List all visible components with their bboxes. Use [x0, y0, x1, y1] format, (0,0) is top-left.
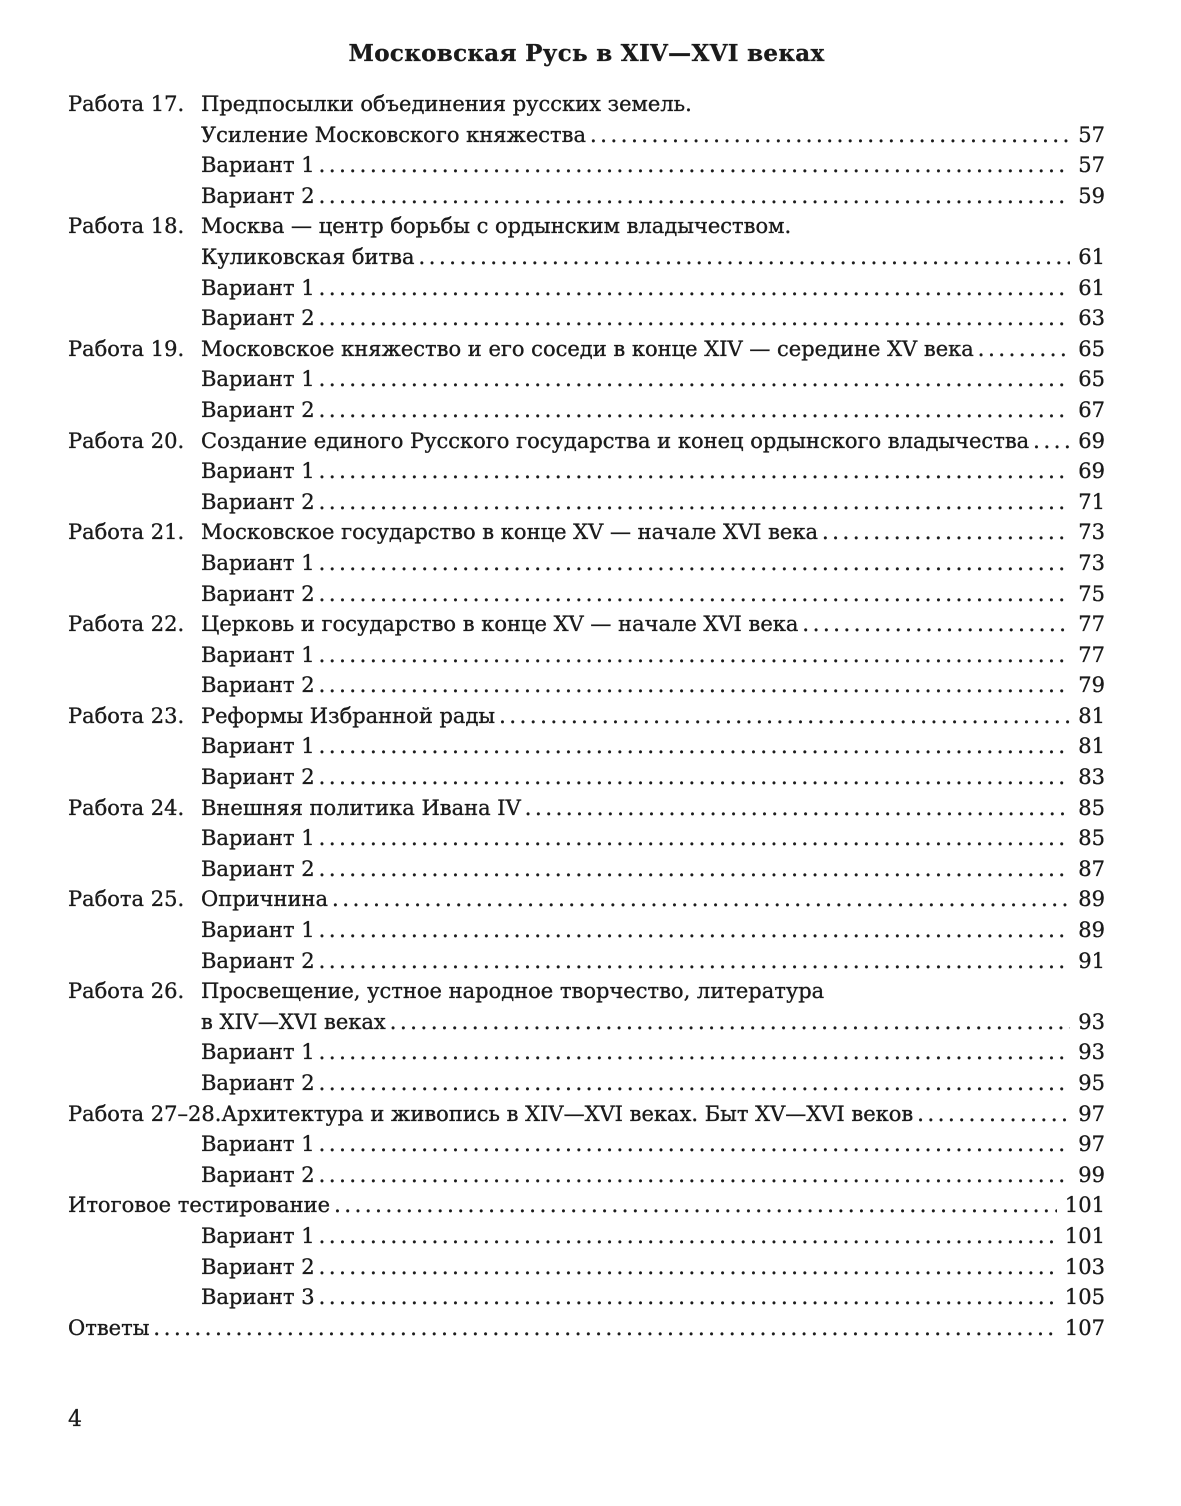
toc-entry-title: в XIV—XVI веках — [201, 1009, 386, 1034]
dot-leader — [319, 762, 1071, 793]
dot-leader — [319, 731, 1071, 762]
toc-entry-page: 91 — [1078, 948, 1105, 973]
toc-entry-page: 99 — [1078, 1162, 1105, 1187]
toc-entry-page: 81 — [1078, 734, 1105, 759]
toc-entry-title: Вариант 2 — [201, 673, 315, 698]
toc-entry-page: 81 — [1078, 703, 1105, 728]
toc-entry — [68, 89, 1105, 120]
toc-entry — [68, 1282, 1105, 1313]
toc-entry-page: 67 — [1078, 397, 1105, 422]
toc-entry-page: 65 — [1078, 336, 1105, 361]
toc-entry — [68, 181, 1105, 212]
dot-leader — [917, 1099, 1070, 1130]
dot-leader — [319, 1252, 1057, 1283]
toc-entry-label: Работа 19. — [68, 336, 185, 361]
toc-entry-title: Просвещение, устное народное творчество, литература — [201, 979, 825, 1004]
toc-entry — [68, 762, 1105, 793]
toc-entry — [68, 731, 1105, 762]
toc-entry-title: Усиление Московского княжества — [201, 122, 586, 147]
dot-leader — [319, 395, 1071, 426]
toc-entry-page: 69 — [1078, 459, 1105, 484]
toc-entry-title: Вариант 1 — [201, 275, 315, 300]
dot-leader — [319, 1068, 1071, 1099]
dot-leader — [319, 1129, 1071, 1160]
toc-entry-page: 83 — [1078, 765, 1105, 790]
toc-entry — [68, 1037, 1105, 1068]
toc-entry-title: Вариант 1 — [201, 1223, 315, 1248]
toc-entry-label: Работа 24. — [68, 795, 185, 820]
toc-entry — [68, 1313, 1105, 1344]
toc-entry-page: 61 — [1078, 244, 1105, 269]
toc-entry-page: 93 — [1078, 1009, 1105, 1034]
toc-entry — [68, 1190, 1105, 1221]
dot-leader — [319, 487, 1071, 518]
toc-entry-title: Вариант 1 — [201, 918, 315, 943]
dot-leader — [319, 548, 1071, 579]
dot-leader — [822, 517, 1070, 548]
toc-entry-page: 69 — [1078, 428, 1105, 453]
toc-entry-label: Работа 20. — [68, 428, 185, 453]
toc-entry-title: Создание единого Русского государства и конец ордынского владычества — [201, 428, 1030, 453]
toc-entry-page: 65 — [1078, 367, 1105, 392]
toc-entry-page: 71 — [1078, 489, 1105, 514]
toc-entry-label: Работа 17. — [68, 92, 185, 116]
toc-list — [68, 89, 1105, 1343]
toc-entry-title: Вариант 2 — [201, 1162, 315, 1187]
toc-entry-page: 59 — [1078, 183, 1105, 208]
toc-entry — [68, 1221, 1105, 1252]
toc-entry-title: Вариант 1 — [201, 642, 315, 667]
toc-entry-title: Ответы — [68, 1315, 150, 1340]
toc-entry — [68, 884, 1105, 915]
dot-leader — [390, 1007, 1071, 1038]
toc-entry-title: Вариант 2 — [201, 581, 315, 606]
toc-entry-title: Вариант 1 — [201, 734, 315, 759]
toc-entry — [68, 609, 1105, 640]
toc-entry — [68, 426, 1105, 457]
dot-leader — [590, 120, 1070, 151]
toc-entry-page: 89 — [1078, 918, 1105, 943]
toc-entry — [68, 640, 1105, 671]
dot-leader — [525, 793, 1070, 824]
toc-entry-page: 57 — [1078, 153, 1105, 178]
toc-entry-page: 95 — [1078, 1071, 1105, 1095]
toc-entry-page: 75 — [1078, 581, 1105, 606]
toc-entry — [68, 823, 1105, 854]
toc-entry — [68, 946, 1105, 977]
dot-leader — [319, 364, 1071, 395]
toc-entry — [68, 303, 1105, 334]
toc-entry-label: Работа 22. — [68, 612, 185, 637]
toc-entry — [68, 487, 1105, 518]
toc-entry-title: Куликовская битва — [201, 244, 415, 269]
toc-entry-title: Московское княжество и его соседи в конце XIV — середине XV века — [201, 336, 974, 361]
toc-entry-title: Вариант 1 — [201, 367, 315, 392]
toc-entry — [68, 364, 1105, 395]
toc-entry — [68, 701, 1105, 732]
toc-entry-page: 87 — [1078, 856, 1105, 881]
toc-entry-page: 85 — [1078, 826, 1105, 851]
toc-entry — [68, 1252, 1105, 1283]
toc-entry-title: Вариант 3 — [201, 1285, 315, 1310]
toc-entry-title: Церковь и государство в конце XV — начале XVI века — [201, 612, 799, 637]
dot-leader — [319, 150, 1071, 181]
toc-entry-label: Работа 21. — [68, 520, 185, 545]
toc-entry-title: Вариант 1 — [201, 550, 315, 575]
toc-entry-label: Работа 23. — [68, 703, 185, 728]
toc-entry — [68, 1129, 1105, 1160]
toc-entry — [68, 1068, 1105, 1099]
toc-entry-title: Вариант 1 — [201, 826, 315, 851]
toc-entry-page: 61 — [1078, 275, 1105, 300]
toc-entry-page: 89 — [1078, 887, 1105, 912]
toc-entry-page: 97 — [1078, 1101, 1105, 1126]
toc-entry-title: Внешняя политика Ивана IV — [201, 795, 521, 820]
toc-entry-page: 79 — [1078, 673, 1105, 698]
dot-leader — [153, 1313, 1056, 1344]
toc-entry-page: 101 — [1064, 1223, 1105, 1248]
toc-entry-page: 105 — [1064, 1285, 1105, 1310]
dot-leader — [319, 854, 1071, 885]
toc-entry-title: Вариант 2 — [201, 856, 315, 881]
toc-entry-title: Предпосылки объединения русских земель. — [201, 92, 692, 116]
toc-entry-page: 103 — [1064, 1254, 1105, 1279]
dot-leader — [319, 303, 1071, 334]
dot-leader — [319, 915, 1071, 946]
toc-entry — [68, 273, 1105, 304]
toc-entry-title: Вариант 2 — [201, 489, 315, 514]
toc-entry — [68, 548, 1105, 579]
toc-entry-title: Вариант 1 — [201, 1040, 315, 1065]
dot-leader — [802, 609, 1070, 640]
toc-entry — [68, 915, 1105, 946]
toc-entry-page: 73 — [1078, 550, 1105, 575]
toc-entry-label: Работа 25. — [68, 887, 185, 912]
dot-leader — [319, 1221, 1057, 1252]
dot-leader — [319, 1282, 1057, 1313]
toc-entry-title: Вариант 2 — [201, 765, 315, 790]
toc-entry-title: Вариант 2 — [201, 1071, 315, 1095]
toc-entry-page: 97 — [1078, 1132, 1105, 1157]
toc-entry-title: Москва — центр борьбы с ордынским владычеством. — [201, 214, 792, 239]
toc-entry — [68, 670, 1105, 701]
dot-leader — [499, 701, 1070, 732]
dot-leader — [319, 456, 1071, 487]
toc-entry — [68, 793, 1105, 824]
toc-entry-title: Вариант 2 — [201, 397, 315, 422]
toc-entry-title: Итоговое тестирование — [68, 1193, 331, 1218]
dot-leader — [319, 579, 1071, 610]
dot-leader — [319, 181, 1071, 212]
toc-entry-page: 77 — [1078, 642, 1105, 667]
toc-entry-page: 107 — [1064, 1315, 1105, 1340]
toc-entry-title: Вариант 2 — [201, 948, 315, 973]
toc-entry — [68, 456, 1105, 487]
toc-entry — [68, 579, 1105, 610]
page-number: 4 — [68, 1407, 82, 1433]
toc-entry-page: 93 — [1078, 1040, 1105, 1065]
toc-entry-page: 63 — [1078, 306, 1105, 331]
dot-leader — [319, 670, 1071, 701]
dot-leader — [319, 1037, 1071, 1068]
toc-entry-title: Реформы Избранной рады — [201, 703, 496, 728]
toc-entry-page: 77 — [1078, 612, 1105, 637]
toc-entry-title: Вариант 2 — [201, 183, 315, 208]
toc-entry-title: Вариант 2 — [201, 306, 315, 331]
toc-entry — [68, 517, 1105, 548]
toc-entry — [68, 211, 1105, 242]
toc-entry-page: 73 — [1078, 520, 1105, 545]
toc-entry-page: 57 — [1078, 122, 1105, 147]
toc-entry-title: Московское государство в конце XV — начале XVI века — [201, 520, 818, 545]
dot-leader — [1033, 426, 1070, 457]
toc-entry-title: Вариант 1 — [201, 153, 315, 178]
dot-leader — [319, 823, 1071, 854]
toc-entry-page: 85 — [1078, 795, 1105, 820]
section-title: Московская Русь в XIV—XVI веках — [348, 40, 825, 67]
toc-entry — [68, 395, 1105, 426]
toc-entry — [68, 976, 1105, 1007]
toc-entry — [68, 1160, 1105, 1191]
dot-leader — [332, 884, 1070, 915]
toc-entry-label: Работа 18. — [68, 214, 185, 239]
dot-leader — [319, 1160, 1071, 1191]
toc-entry-title: Архитектура и живопись в XIV—XVI веках. Быт XV—XVI веков — [221, 1101, 914, 1126]
toc-entry — [68, 854, 1105, 885]
toc-entry — [68, 242, 1105, 273]
toc-entry-page: 101 — [1064, 1193, 1105, 1218]
toc-entry-title: Вариант 1 — [201, 1132, 315, 1157]
toc-entry-title: Вариант 2 — [201, 1254, 315, 1279]
dot-leader — [319, 946, 1071, 977]
toc-entry — [68, 1007, 1105, 1038]
toc-entry — [68, 120, 1105, 151]
dot-leader — [418, 242, 1070, 273]
toc-entry-title: Вариант 1 — [201, 459, 315, 484]
toc-entry — [68, 150, 1105, 181]
toc-entry-label: Работа 26. — [68, 979, 185, 1004]
dot-leader — [334, 1190, 1057, 1221]
dot-leader — [319, 273, 1071, 304]
toc-entry-label: Работа 27–28. — [68, 1101, 222, 1126]
toc-entry — [68, 334, 1105, 365]
toc-entry-title: Опричнина — [201, 887, 329, 912]
dot-leader — [319, 640, 1071, 671]
toc-entry — [68, 1099, 1105, 1130]
dot-leader — [978, 334, 1070, 365]
